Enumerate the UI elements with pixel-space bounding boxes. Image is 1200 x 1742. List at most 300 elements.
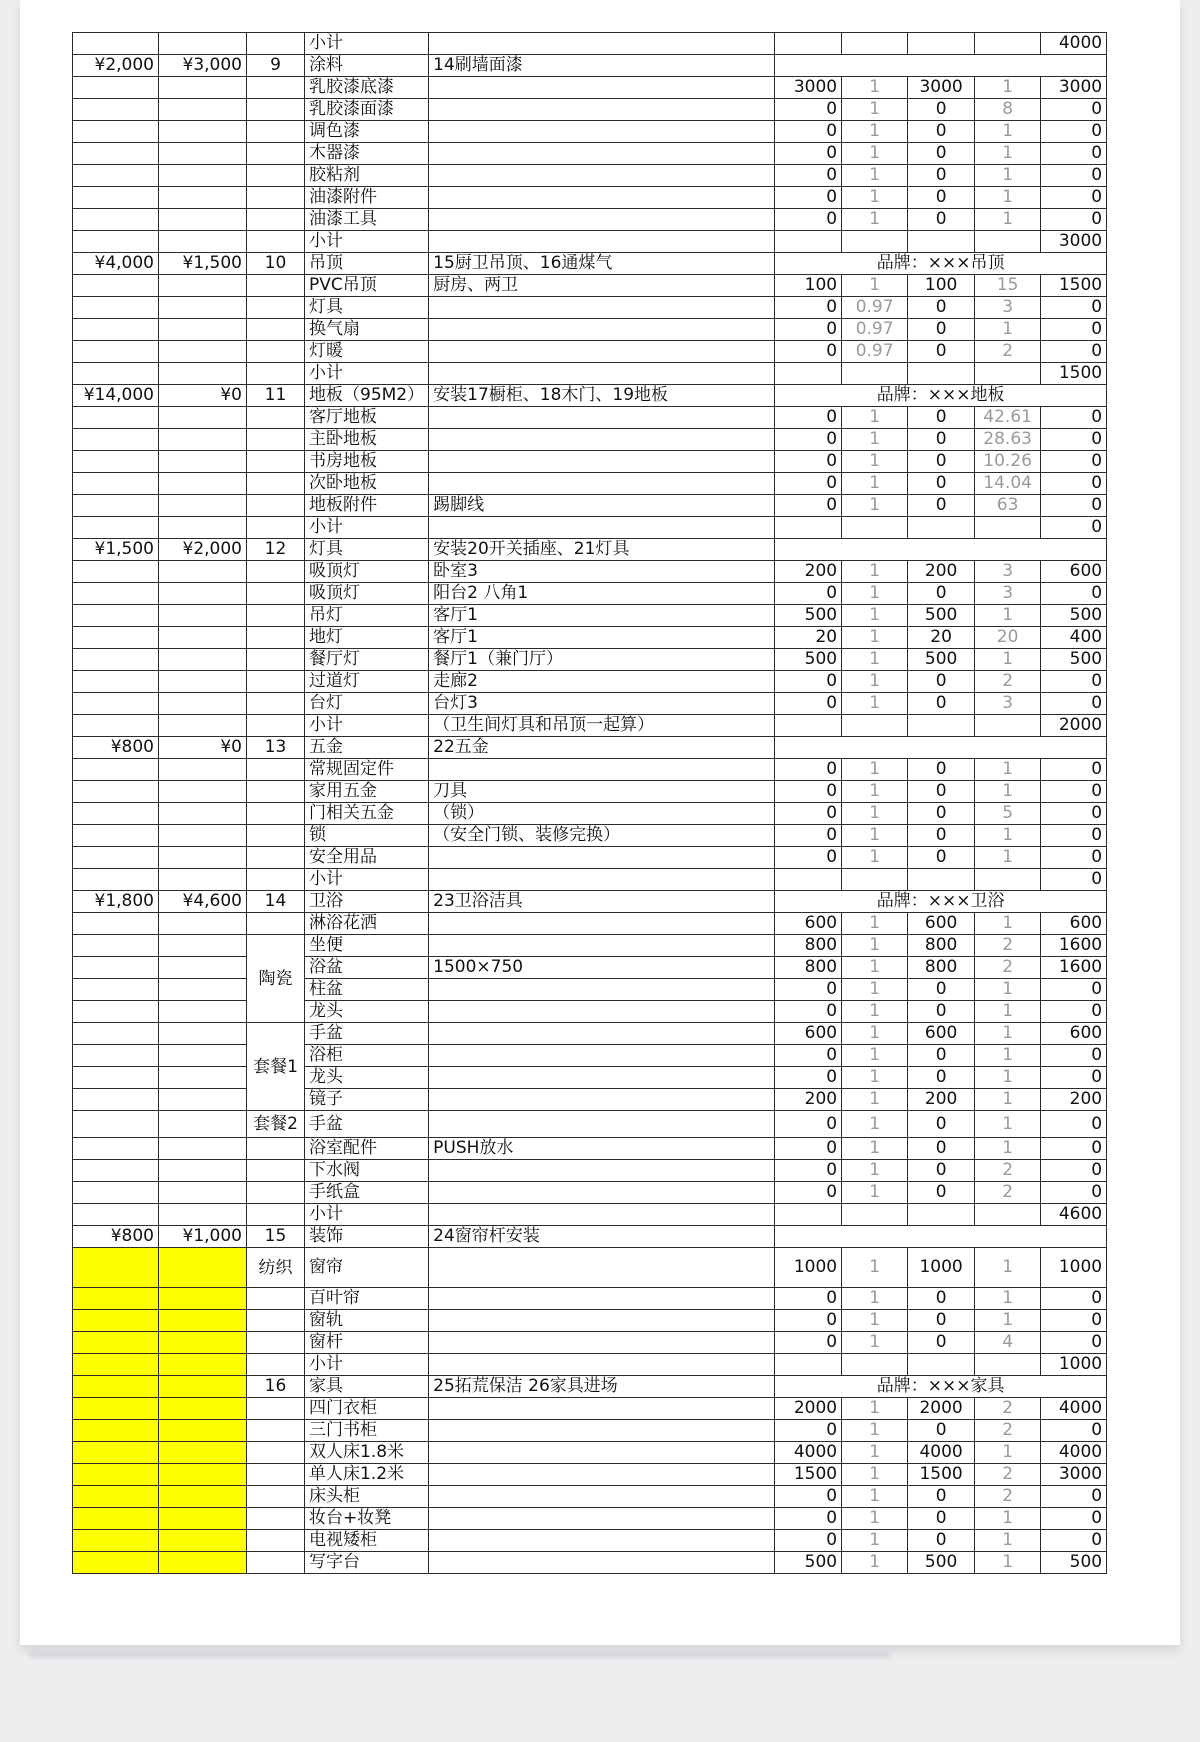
number-cell[interactable]	[247, 1552, 305, 1574]
budget-cell[interactable]	[73, 473, 159, 495]
subtotal-cell[interactable]: 500	[1041, 649, 1107, 671]
ratio-cell[interactable]: 1	[842, 429, 908, 451]
unit-price-cell[interactable]: 2000	[908, 1398, 975, 1420]
price-cell[interactable]: 0	[775, 1508, 842, 1530]
unit-price-cell[interactable]: 0	[908, 451, 975, 473]
subtotal-cell[interactable]: 0	[1041, 1420, 1107, 1442]
item-cell[interactable]: 台灯	[305, 693, 429, 715]
number-cell[interactable]	[247, 693, 305, 715]
unit-price-cell[interactable]: 0	[908, 1530, 975, 1552]
quantity-cell[interactable]: 1	[975, 1001, 1041, 1023]
item-cell[interactable]: PVC吊顶	[305, 275, 429, 297]
quantity-cell[interactable]: 1	[975, 1288, 1041, 1310]
budget-cell[interactable]	[73, 1001, 159, 1023]
item-cell[interactable]: 乳胶漆面漆	[305, 99, 429, 121]
quantity-cell[interactable]: 1	[975, 209, 1041, 231]
price-cell[interactable]: 20	[775, 627, 842, 649]
quantity-cell[interactable]: 1	[975, 1067, 1041, 1089]
note-cell[interactable]	[429, 1160, 775, 1182]
actual-cell[interactable]	[159, 1420, 247, 1442]
budget-cell[interactable]	[73, 1248, 159, 1288]
budget-cell[interactable]: ¥4,000	[73, 253, 159, 275]
unit-price-cell[interactable]: 0	[908, 825, 975, 847]
subtotal-cell[interactable]: 0	[1041, 979, 1107, 1001]
budget-cell[interactable]	[73, 143, 159, 165]
quantity-cell[interactable]: 8	[975, 99, 1041, 121]
item-cell[interactable]: 淋浴花洒	[305, 913, 429, 935]
actual-cell[interactable]	[159, 121, 247, 143]
actual-cell[interactable]	[159, 803, 247, 825]
group-label-cell[interactable]: 纺织	[247, 1248, 305, 1288]
actual-cell[interactable]	[159, 1067, 247, 1089]
item-cell[interactable]: 浴室配件	[305, 1138, 429, 1160]
ratio-cell[interactable]: 1	[842, 957, 908, 979]
ratio-cell[interactable]: 1	[842, 1464, 908, 1486]
actual-cell[interactable]: ¥1,500	[159, 253, 247, 275]
unit-price-cell[interactable]: 200	[908, 561, 975, 583]
subtotal-cell[interactable]: 1600	[1041, 957, 1107, 979]
item-cell[interactable]: 卫浴	[305, 891, 429, 913]
item-cell[interactable]: 吸顶灯	[305, 561, 429, 583]
item-cell[interactable]: 小计	[305, 1354, 429, 1376]
price-cell[interactable]: 200	[775, 561, 842, 583]
number-cell[interactable]	[247, 407, 305, 429]
quantity-cell[interactable]: 2	[975, 935, 1041, 957]
budget-cell[interactable]	[73, 1332, 159, 1354]
actual-cell[interactable]	[159, 1398, 247, 1420]
unit-price-cell[interactable]	[908, 33, 975, 55]
subtotal-cell[interactable]: 0	[1041, 429, 1107, 451]
subtotal-cell[interactable]: 0	[1041, 1182, 1107, 1204]
subtotal-cell[interactable]: 0	[1041, 121, 1107, 143]
quantity-cell[interactable]: 2	[975, 957, 1041, 979]
actual-cell[interactable]	[159, 1204, 247, 1226]
ratio-cell[interactable]	[842, 517, 908, 539]
unit-price-cell[interactable]: 0	[908, 341, 975, 363]
note-cell[interactable]: （安全门锁、装修完换）	[429, 825, 775, 847]
subtotal-cell[interactable]: 0	[1041, 1138, 1107, 1160]
price-cell[interactable]: 0	[775, 341, 842, 363]
item-cell[interactable]: 双人床1.8米	[305, 1442, 429, 1464]
budget-cell[interactable]	[73, 297, 159, 319]
note-cell[interactable]	[429, 1089, 775, 1111]
subtotal-cell[interactable]: 0	[1041, 1160, 1107, 1182]
unit-price-cell[interactable]	[908, 363, 975, 385]
budget-cell[interactable]	[73, 979, 159, 1001]
number-cell[interactable]	[247, 33, 305, 55]
item-cell[interactable]: 四门衣柜	[305, 1398, 429, 1420]
subtotal-cell[interactable]: 0	[1041, 209, 1107, 231]
quantity-cell[interactable]: 1	[975, 187, 1041, 209]
quantity-cell[interactable]	[975, 33, 1041, 55]
price-cell[interactable]: 0	[775, 319, 842, 341]
number-cell[interactable]	[247, 495, 305, 517]
ratio-cell[interactable]: 1	[842, 561, 908, 583]
subtotal-cell[interactable]: 4600	[1041, 1204, 1107, 1226]
quantity-cell[interactable]: 1	[975, 1045, 1041, 1067]
actual-cell[interactable]	[159, 583, 247, 605]
note-cell[interactable]	[429, 1464, 775, 1486]
quantity-cell[interactable]: 15	[975, 275, 1041, 297]
quantity-cell[interactable]: 1	[975, 1442, 1041, 1464]
note-cell[interactable]: 安装20开关插座、21灯具	[429, 539, 775, 561]
item-cell[interactable]: 小计	[305, 715, 429, 737]
item-cell[interactable]: 小计	[305, 33, 429, 55]
note-cell[interactable]	[429, 121, 775, 143]
actual-cell[interactable]	[159, 1089, 247, 1111]
item-cell[interactable]: 调色漆	[305, 121, 429, 143]
ratio-cell[interactable]	[842, 715, 908, 737]
actual-cell[interactable]	[159, 913, 247, 935]
budget-cell[interactable]	[73, 671, 159, 693]
budget-cell[interactable]: ¥1,800	[73, 891, 159, 913]
quantity-cell[interactable]: 1	[975, 1530, 1041, 1552]
actual-cell[interactable]	[159, 187, 247, 209]
actual-cell[interactable]	[159, 561, 247, 583]
number-cell[interactable]	[247, 583, 305, 605]
price-cell[interactable]: 0	[775, 1530, 842, 1552]
unit-price-cell[interactable]: 0	[908, 671, 975, 693]
ratio-cell[interactable]: 1	[842, 1530, 908, 1552]
budget-cell[interactable]	[73, 627, 159, 649]
item-cell[interactable]: 电视矮柜	[305, 1530, 429, 1552]
note-cell[interactable]	[429, 1420, 775, 1442]
unit-price-cell[interactable]: 0	[908, 473, 975, 495]
number-cell[interactable]	[247, 759, 305, 781]
item-cell[interactable]: 换气扇	[305, 319, 429, 341]
empty-cell[interactable]	[775, 1226, 1107, 1248]
ratio-cell[interactable]: 1	[842, 165, 908, 187]
item-cell[interactable]: 三门书柜	[305, 1420, 429, 1442]
unit-price-cell[interactable]: 0	[908, 1001, 975, 1023]
budget-cell[interactable]	[73, 1089, 159, 1111]
quantity-cell[interactable]: 3	[975, 583, 1041, 605]
quantity-cell[interactable]: 2	[975, 671, 1041, 693]
item-cell[interactable]: 龙头	[305, 1001, 429, 1023]
price-cell[interactable]	[775, 363, 842, 385]
unit-price-cell[interactable]: 0	[908, 759, 975, 781]
unit-price-cell[interactable]: 0	[908, 1420, 975, 1442]
number-cell[interactable]	[247, 121, 305, 143]
subtotal-cell[interactable]: 0	[1041, 517, 1107, 539]
ratio-cell[interactable]: 1	[842, 913, 908, 935]
note-cell[interactable]: （卫生间灯具和吊顶一起算）	[429, 715, 775, 737]
budget-cell[interactable]	[73, 363, 159, 385]
number-cell[interactable]	[247, 1486, 305, 1508]
quantity-cell[interactable]	[975, 517, 1041, 539]
ratio-cell[interactable]: 1	[842, 143, 908, 165]
quantity-cell[interactable]: 2	[975, 341, 1041, 363]
budget-cell[interactable]	[73, 517, 159, 539]
price-cell[interactable]: 1000	[775, 1248, 842, 1288]
ratio-cell[interactable]: 1	[842, 935, 908, 957]
number-cell[interactable]: 12	[247, 539, 305, 561]
note-cell[interactable]: （锁）	[429, 803, 775, 825]
ratio-cell[interactable]: 1	[842, 1023, 908, 1045]
number-cell[interactable]: 16	[247, 1376, 305, 1398]
ratio-cell[interactable]: 1	[842, 1420, 908, 1442]
item-cell[interactable]: 小计	[305, 363, 429, 385]
ratio-cell[interactable]: 1	[842, 1089, 908, 1111]
ratio-cell[interactable]: 1	[842, 1182, 908, 1204]
number-cell[interactable]	[247, 209, 305, 231]
quantity-cell[interactable]: 10.26	[975, 451, 1041, 473]
unit-price-cell[interactable]: 0	[908, 693, 975, 715]
item-cell[interactable]: 装饰	[305, 1226, 429, 1248]
unit-price-cell[interactable]: 500	[908, 1552, 975, 1574]
number-cell[interactable]	[247, 671, 305, 693]
quantity-cell[interactable]: 3	[975, 297, 1041, 319]
note-cell[interactable]	[429, 847, 775, 869]
number-cell[interactable]: 14	[247, 891, 305, 913]
item-cell[interactable]: 过道灯	[305, 671, 429, 693]
price-cell[interactable]: 0	[775, 165, 842, 187]
item-cell[interactable]: 地板（95M2）	[305, 385, 429, 407]
ratio-cell[interactable]: 1	[842, 583, 908, 605]
ratio-cell[interactable]: 1	[842, 781, 908, 803]
ratio-cell[interactable]: 0.97	[842, 297, 908, 319]
budget-cell[interactable]	[73, 605, 159, 627]
unit-price-cell[interactable]: 100	[908, 275, 975, 297]
ratio-cell[interactable]: 1	[842, 407, 908, 429]
note-cell[interactable]: 刀具	[429, 781, 775, 803]
actual-cell[interactable]	[159, 429, 247, 451]
quantity-cell[interactable]: 63	[975, 495, 1041, 517]
actual-cell[interactable]: ¥0	[159, 385, 247, 407]
quantity-cell[interactable]	[975, 231, 1041, 253]
note-cell[interactable]: 厨房、两卫	[429, 275, 775, 297]
item-cell[interactable]: 常规固定件	[305, 759, 429, 781]
quantity-cell[interactable]: 1	[975, 781, 1041, 803]
budget-cell[interactable]	[73, 1508, 159, 1530]
quantity-cell[interactable]: 2	[975, 1398, 1041, 1420]
actual-cell[interactable]	[159, 165, 247, 187]
number-cell[interactable]	[247, 319, 305, 341]
ratio-cell[interactable]: 1	[842, 979, 908, 1001]
actual-cell[interactable]	[159, 1111, 247, 1138]
budget-cell[interactable]	[73, 429, 159, 451]
actual-cell[interactable]	[159, 869, 247, 891]
subtotal-cell[interactable]: 0	[1041, 1310, 1107, 1332]
note-cell[interactable]	[429, 1310, 775, 1332]
subtotal-cell[interactable]: 0	[1041, 693, 1107, 715]
subtotal-cell[interactable]: 0	[1041, 583, 1107, 605]
unit-price-cell[interactable]: 0	[908, 781, 975, 803]
price-cell[interactable]: 800	[775, 935, 842, 957]
quantity-cell[interactable]: 2	[975, 1182, 1041, 1204]
budget-cell[interactable]	[73, 319, 159, 341]
subtotal-cell[interactable]: 0	[1041, 1288, 1107, 1310]
note-cell[interactable]	[429, 363, 775, 385]
ratio-cell[interactable]: 1	[842, 1332, 908, 1354]
actual-cell[interactable]	[159, 847, 247, 869]
unit-price-cell[interactable]	[908, 231, 975, 253]
item-cell[interactable]: 坐便	[305, 935, 429, 957]
item-cell[interactable]: 地板附件	[305, 495, 429, 517]
ratio-cell[interactable]: 1	[842, 671, 908, 693]
subtotal-cell[interactable]: 0	[1041, 495, 1107, 517]
number-cell[interactable]	[247, 1160, 305, 1182]
note-cell[interactable]: 安装17橱柜、18木门、19地板	[429, 385, 775, 407]
price-cell[interactable]: 600	[775, 1023, 842, 1045]
actual-cell[interactable]	[159, 1138, 247, 1160]
unit-price-cell[interactable]	[908, 715, 975, 737]
number-cell[interactable]: 9	[247, 55, 305, 77]
subtotal-cell[interactable]: 500	[1041, 605, 1107, 627]
budget-cell[interactable]	[73, 649, 159, 671]
price-cell[interactable]: 3000	[775, 77, 842, 99]
price-cell[interactable]: 500	[775, 1552, 842, 1574]
actual-cell[interactable]	[159, 1248, 247, 1288]
quantity-cell[interactable]: 1	[975, 319, 1041, 341]
unit-price-cell[interactable]: 0	[908, 1160, 975, 1182]
number-cell[interactable]	[247, 517, 305, 539]
item-cell[interactable]: 吊顶	[305, 253, 429, 275]
quantity-cell[interactable]: 1	[975, 979, 1041, 1001]
ratio-cell[interactable]: 1	[842, 1486, 908, 1508]
unit-price-cell[interactable]: 0	[908, 1486, 975, 1508]
note-cell[interactable]: 1500×750	[429, 957, 775, 979]
actual-cell[interactable]	[159, 99, 247, 121]
actual-cell[interactable]	[159, 407, 247, 429]
number-cell[interactable]	[247, 825, 305, 847]
subtotal-cell[interactable]: 3000	[1041, 231, 1107, 253]
note-cell[interactable]	[429, 1045, 775, 1067]
price-cell[interactable]: 600	[775, 913, 842, 935]
note-cell[interactable]: 餐厅1（兼门厅）	[429, 649, 775, 671]
unit-price-cell[interactable]	[908, 869, 975, 891]
budget-cell[interactable]	[73, 1288, 159, 1310]
actual-cell[interactable]	[159, 495, 247, 517]
price-cell[interactable]: 0	[775, 1067, 842, 1089]
budget-cell[interactable]	[73, 1310, 159, 1332]
unit-price-cell[interactable]: 0	[908, 1067, 975, 1089]
number-cell[interactable]	[247, 143, 305, 165]
price-cell[interactable]: 0	[775, 1160, 842, 1182]
budget-cell[interactable]	[73, 781, 159, 803]
number-cell[interactable]	[247, 1182, 305, 1204]
note-cell[interactable]: 台灯3	[429, 693, 775, 715]
ratio-cell[interactable]: 1	[842, 1067, 908, 1089]
price-cell[interactable]: 0	[775, 1111, 842, 1138]
empty-cell[interactable]	[775, 55, 1107, 77]
unit-price-cell[interactable]: 0	[908, 1182, 975, 1204]
budget-cell[interactable]	[73, 33, 159, 55]
note-cell[interactable]: 22五金	[429, 737, 775, 759]
budget-cell[interactable]	[73, 1023, 159, 1045]
actual-cell[interactable]	[159, 1182, 247, 1204]
price-cell[interactable]	[775, 1204, 842, 1226]
ratio-cell[interactable]: 0.97	[842, 319, 908, 341]
quantity-cell[interactable]: 5	[975, 803, 1041, 825]
subtotal-cell[interactable]: 1000	[1041, 1354, 1107, 1376]
actual-cell[interactable]	[159, 297, 247, 319]
unit-price-cell[interactable]: 0	[908, 1138, 975, 1160]
actual-cell[interactable]: ¥4,600	[159, 891, 247, 913]
actual-cell[interactable]	[159, 341, 247, 363]
actual-cell[interactable]	[159, 627, 247, 649]
price-cell[interactable]: 0	[775, 297, 842, 319]
brand-cell[interactable]: 品牌：×××卫浴	[775, 891, 1107, 913]
note-cell[interactable]: 24窗帘杆安装	[429, 1226, 775, 1248]
ratio-cell[interactable]: 1	[842, 1288, 908, 1310]
item-cell[interactable]: 手盆	[305, 1023, 429, 1045]
note-cell[interactable]	[429, 297, 775, 319]
budget-cell[interactable]	[73, 935, 159, 957]
actual-cell[interactable]	[159, 781, 247, 803]
actual-cell[interactable]	[159, 1486, 247, 1508]
number-cell[interactable]	[247, 1530, 305, 1552]
brand-cell[interactable]: 品牌：×××地板	[775, 385, 1107, 407]
subtotal-cell[interactable]: 0	[1041, 143, 1107, 165]
number-cell[interactable]	[247, 1442, 305, 1464]
actual-cell[interactable]	[159, 979, 247, 1001]
quantity-cell[interactable]: 2	[975, 1486, 1041, 1508]
actual-cell[interactable]	[159, 671, 247, 693]
actual-cell[interactable]	[159, 715, 247, 737]
ratio-cell[interactable]: 1	[842, 627, 908, 649]
price-cell[interactable]: 0	[775, 1045, 842, 1067]
note-cell[interactable]: PUSH放水	[429, 1138, 775, 1160]
price-cell[interactable]: 0	[775, 121, 842, 143]
ratio-cell[interactable]: 1	[842, 825, 908, 847]
actual-cell[interactable]	[159, 605, 247, 627]
budget-cell[interactable]	[73, 847, 159, 869]
unit-price-cell[interactable]: 0	[908, 429, 975, 451]
ratio-cell[interactable]: 1	[842, 99, 908, 121]
quantity-cell[interactable]: 4	[975, 1332, 1041, 1354]
note-cell[interactable]	[429, 341, 775, 363]
subtotal-cell[interactable]: 0	[1041, 1486, 1107, 1508]
actual-cell[interactable]	[159, 319, 247, 341]
quantity-cell[interactable]: 1	[975, 1552, 1041, 1574]
ratio-cell[interactable]: 1	[842, 847, 908, 869]
quantity-cell[interactable]: 1	[975, 1023, 1041, 1045]
unit-price-cell[interactable]: 600	[908, 913, 975, 935]
ratio-cell[interactable]: 1	[842, 1442, 908, 1464]
unit-price-cell[interactable]: 0	[908, 209, 975, 231]
note-cell[interactable]	[429, 1182, 775, 1204]
subtotal-cell[interactable]: 600	[1041, 913, 1107, 935]
item-cell[interactable]: 门相关五金	[305, 803, 429, 825]
price-cell[interactable]: 2000	[775, 1398, 842, 1420]
ratio-cell[interactable]: 1	[842, 1398, 908, 1420]
budget-cell[interactable]: ¥800	[73, 1226, 159, 1248]
budget-cell[interactable]	[73, 231, 159, 253]
subtotal-cell[interactable]: 0	[1041, 165, 1107, 187]
price-cell[interactable]: 500	[775, 605, 842, 627]
note-cell[interactable]	[429, 1111, 775, 1138]
number-cell[interactable]	[247, 781, 305, 803]
price-cell[interactable]: 800	[775, 957, 842, 979]
budget-cell[interactable]	[73, 1552, 159, 1574]
item-cell[interactable]: 吸顶灯	[305, 583, 429, 605]
budget-cell[interactable]	[73, 1486, 159, 1508]
subtotal-cell[interactable]: 600	[1041, 1023, 1107, 1045]
brand-cell[interactable]: 品牌：×××家具	[775, 1376, 1107, 1398]
number-cell[interactable]	[247, 187, 305, 209]
price-cell[interactable]: 0	[775, 473, 842, 495]
subtotal-cell[interactable]: 0	[1041, 1067, 1107, 1089]
ratio-cell[interactable]: 1	[842, 1508, 908, 1530]
number-cell[interactable]	[247, 1420, 305, 1442]
budget-cell[interactable]	[73, 1067, 159, 1089]
subtotal-cell[interactable]: 0	[1041, 99, 1107, 121]
budget-cell[interactable]	[73, 1530, 159, 1552]
ratio-cell[interactable]: 1	[842, 1138, 908, 1160]
budget-cell[interactable]	[73, 825, 159, 847]
item-cell[interactable]: 吊灯	[305, 605, 429, 627]
